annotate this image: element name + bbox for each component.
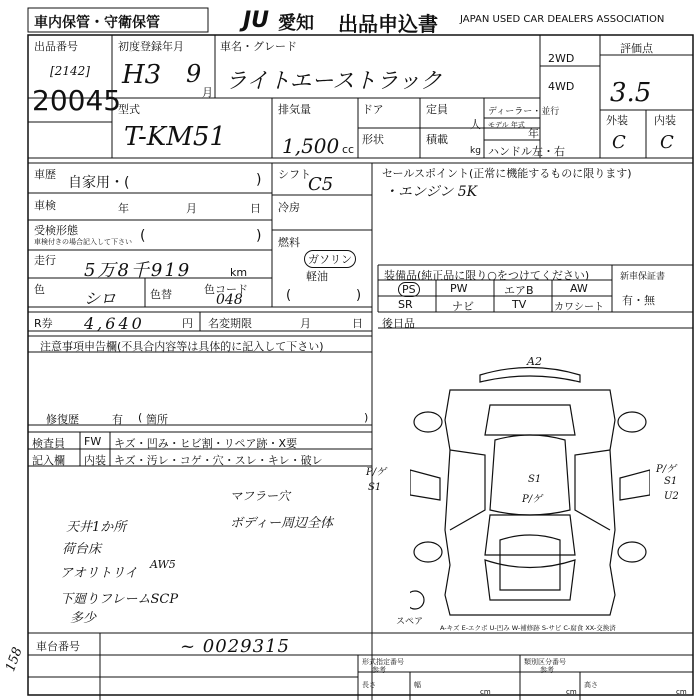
fuel-light-oil: 軽油 [306, 270, 328, 283]
model-value: T-KM51 [124, 122, 226, 152]
remark-body: ボディー周辺全体 [230, 516, 333, 531]
margin-scribble: 158 [3, 645, 26, 674]
damage-mark-rust-right: P/ゲ [656, 464, 677, 475]
remark-aw: AW5 [150, 558, 176, 571]
damage-mark-s1-left: S1 [368, 482, 382, 493]
damage-mark-s1-center: S1 [528, 474, 542, 485]
recycle-value: 4,640 [84, 314, 145, 333]
damage-mark-s1-right: S1 [664, 476, 678, 487]
inspector-row1-head: FW [84, 435, 102, 448]
damage-legend: A-キズ E-エクボ U-凹み W-補修跡 S-サビ C-腐食 XX-交換済 [440, 624, 616, 632]
height-label: 高さ [584, 681, 598, 689]
mileage-value: 5万8千919 [84, 260, 192, 281]
mileage-unit: km [230, 266, 248, 279]
car-name-value: ライトエーストラック [225, 69, 442, 94]
accepted-open: ( [140, 228, 146, 244]
sales-points-value: ・エンジン 5K [384, 184, 478, 200]
year-unit: 年 [528, 127, 539, 140]
ju-logo: JU [243, 8, 270, 33]
exterior-grade: C [612, 132, 626, 153]
warranty-label: 新車保証書 [620, 272, 666, 282]
damage-mark-rust-left: P/ゲ [366, 467, 387, 478]
cm-unit-3: cm [676, 688, 687, 696]
accepted-label: 受検形態 [34, 224, 78, 237]
doors-label: ドア [362, 103, 384, 116]
form-title: 出品申込書 [338, 12, 438, 36]
color-label: 色 [34, 283, 45, 296]
fuel-gasoline: ガソリン [304, 250, 356, 268]
fuel-close: ) [356, 288, 362, 303]
reference-label-2: 参考 [540, 666, 554, 674]
load-unit: kg [470, 146, 481, 156]
storage-note: 車内保管・守衛保管 [34, 15, 160, 31]
equipment-leather: カワシート [554, 302, 604, 313]
shape-label: 形状 [362, 133, 384, 146]
inspection-label: 車検 [34, 199, 56, 212]
recycle-unit: 円 [182, 317, 193, 330]
month-unit: 月 [202, 86, 213, 99]
mileage-label: 走行 [34, 254, 56, 267]
capacity-label: 定員 [426, 103, 448, 116]
rating-label: 評価点 [620, 42, 653, 55]
history-label: 車歴 [34, 168, 56, 181]
car-name-label: 車名・グレード [220, 40, 297, 53]
cm-unit-2: cm [566, 688, 577, 696]
lot-number: 20045 [32, 84, 122, 117]
color-change-label: 色替 [150, 288, 172, 301]
remark-ceiling: 天井1か所 [66, 520, 127, 535]
accepted-close: ) [256, 228, 262, 244]
warranty-value: 有・無 [622, 294, 655, 307]
remark-tailgate: アオリトリイ [60, 566, 138, 581]
cooler-label: 冷房 [278, 201, 300, 214]
cm-unit-1: cm [480, 688, 491, 696]
model-year-label: モデル 年式 [488, 121, 525, 129]
repair-close: ) [364, 411, 369, 424]
drive-2wd: 2WD [548, 52, 575, 65]
interior-grade: C [660, 132, 674, 153]
inspector-row2-head: 内装 [84, 454, 106, 467]
spare-label: スペア [396, 617, 424, 627]
color-code-value: 048 [216, 292, 243, 308]
registration-month: 9 [186, 60, 202, 88]
dealer-label: ディーラー・並行 [488, 107, 560, 117]
damage-mark-a2: A2 [527, 355, 542, 368]
registration-year: H3 [122, 60, 162, 90]
equipment-navi: ナビ [452, 300, 474, 313]
history-value: 自家用・( [68, 175, 130, 191]
drive-4wd: 4WD [548, 80, 575, 93]
remark-bed-floor: 荷台床 [62, 542, 102, 557]
damage-mark-u2-right: U2 [664, 491, 679, 502]
handle-value: 左・右 [532, 145, 565, 158]
inspector-label-1: 検査員 [32, 437, 65, 450]
width-label: 幅 [414, 681, 421, 689]
repair-place: 箇所 [146, 413, 168, 426]
repair-label: 修復歴 [46, 413, 79, 426]
reference-label-1: 参考 [372, 666, 386, 674]
equipment-sr: SR [398, 298, 413, 311]
equipment-aw: AW [570, 282, 588, 295]
equipment-airbag: エアB [504, 284, 534, 297]
exterior-label: 外装 [606, 114, 628, 127]
repair-value: 有 [112, 413, 123, 426]
remark-frame: 下廻りフレームSCP [60, 592, 179, 607]
cc-unit: cc [342, 143, 355, 156]
fuel-label: 燃料 [278, 236, 300, 249]
registration-label: 初度登録年月 [118, 40, 184, 53]
repair-open: ( [138, 411, 143, 424]
equipment-label: 装備品(純正品に限り○をつけてください) [384, 269, 590, 282]
load-label: 積載 [426, 133, 448, 146]
equipment-pw: PW [450, 282, 468, 295]
equipment-tv: TV [512, 298, 527, 311]
type-designation-label: 形式指定番号 [362, 658, 404, 666]
inspector-row2: キズ・汚レ・コゲ・穴・スレ・キレ・破レ [114, 454, 323, 467]
org-name: 愛知 [278, 13, 314, 34]
length-label: 長さ [362, 681, 376, 689]
name-change-day: 日 [352, 317, 363, 330]
sales-points-label: セールスポイント(正常に機能するものに限ります) [382, 167, 632, 180]
color-code-label: 色コード [204, 283, 248, 296]
inspector-label-2: 記入欄 [32, 454, 65, 467]
displacement-value: 1,500 [282, 134, 340, 158]
remark-muffler: マフラー穴 [230, 489, 291, 503]
accepted-sub: 車検付きの場合記入して下さい [34, 238, 132, 246]
remark-slight: 多少 [70, 611, 97, 626]
lot-number-label: 出品番号 [34, 40, 78, 53]
model-label: 型式 [118, 103, 140, 116]
inspection-day-unit: 日 [250, 202, 261, 215]
handle-label: ハンドル [488, 145, 532, 158]
fuel-open: ( [286, 288, 292, 303]
lot-sub-number: [2142] [50, 64, 90, 78]
capacity-unit: 人 [470, 118, 481, 131]
name-change-month: 月 [300, 317, 311, 330]
displacement-label: 排気量 [278, 103, 311, 116]
inspection-month-unit: 月 [186, 202, 197, 215]
shift-value: C5 [308, 174, 334, 195]
association-name: JAPAN USED CAR DEALERS ASSOCIATION [460, 14, 665, 25]
interior-label: 内装 [654, 114, 676, 127]
rating-value: 3.5 [610, 78, 652, 108]
history-close: ) [256, 172, 262, 188]
color-value: シロ [84, 289, 117, 308]
notes-label: 注意事項申告欄(不具合内容等は具体的に記入して下さい) [40, 340, 324, 353]
category-number-label: 類別区分番号 [524, 658, 566, 666]
inspection-year-unit: 年 [118, 202, 129, 215]
shift-label: シフト [278, 168, 311, 181]
recycle-label: R券 [34, 317, 53, 330]
name-change-label: 名変期限 [208, 317, 252, 330]
chassis-value: ~ 0029315 [180, 636, 290, 657]
inspector-row1: キズ・凹み・ヒビ割・リペア跡・X要 [114, 437, 298, 450]
damage-mark-rust-center: P/ゲ [522, 494, 543, 505]
chassis-label: 車台番号 [36, 640, 80, 653]
equipment-ps: PS [398, 282, 420, 297]
rear-items-label: 後日品 [382, 317, 415, 330]
